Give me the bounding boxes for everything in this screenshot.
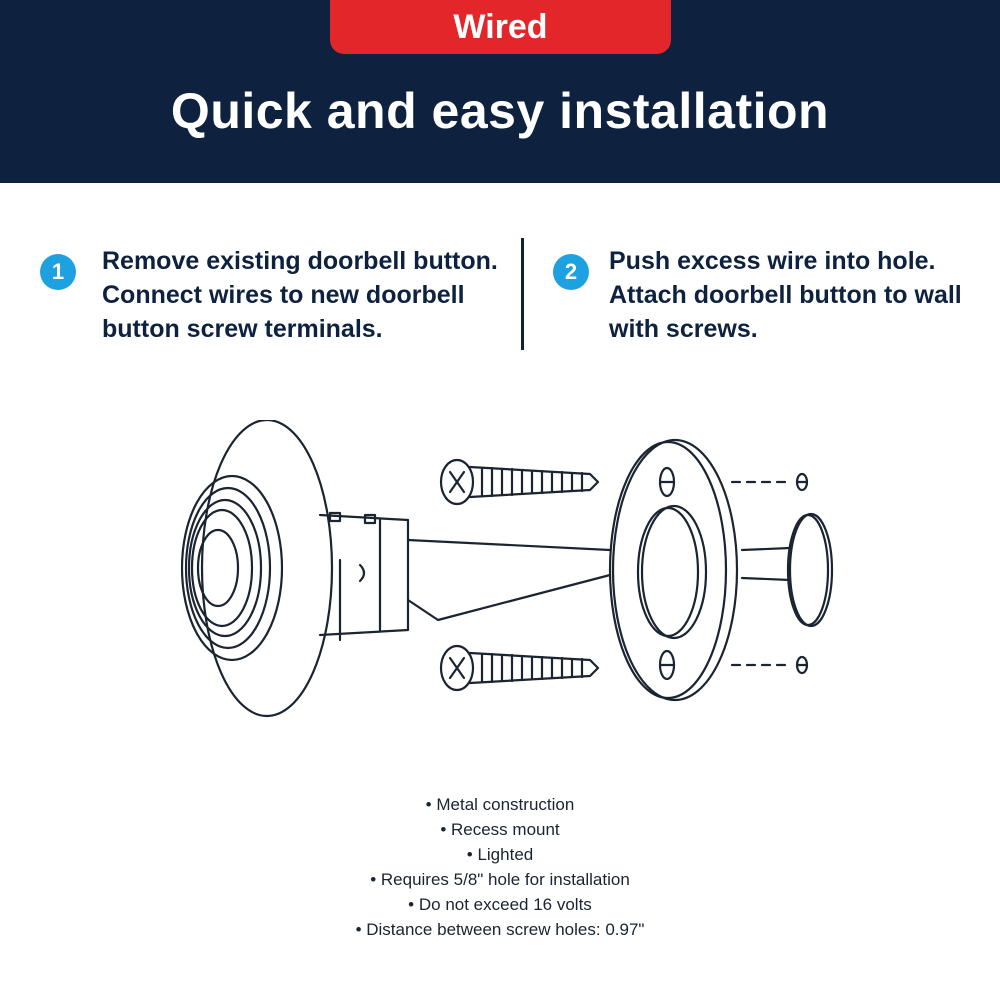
- wire-through-plate: [742, 548, 790, 550]
- step-2-text: Push excess wire into hole. Attach doorbell button to wall with screws.: [609, 247, 962, 343]
- spec-item: • Distance between screw holes: 0.97": [0, 917, 1000, 942]
- screw-illustration-bottom: [441, 646, 598, 690]
- step-2-number-badge: 2: [553, 254, 589, 290]
- wall-screw-hole-bottom: [797, 657, 807, 673]
- doorbell-button-illustration: [182, 420, 610, 716]
- spec-item: • Lighted: [0, 842, 1000, 867]
- spec-list: [0, 792, 1000, 942]
- step-divider: [521, 238, 524, 350]
- installation-diagram: [170, 420, 850, 720]
- step-1-number-badge: 1: [40, 254, 76, 290]
- spec-item: • Do not exceed 16 volts: [0, 892, 1000, 917]
- spec-item: • Requires 5/8" hole for installation: [0, 867, 1000, 892]
- header-banner: [0, 0, 1000, 183]
- step-1: [40, 244, 520, 346]
- step-2: [553, 244, 993, 346]
- screw-illustration-top: [441, 460, 598, 504]
- spec-item: • Recess mount: [0, 817, 1000, 842]
- mounting-plate-illustration: [610, 440, 737, 700]
- step-1-text: Remove existing doorbell button. Connect wires to new doorbell button screw terminals.: [102, 247, 498, 343]
- wall-hole-illustration: [788, 514, 832, 626]
- wall-screw-hole-top: [797, 474, 807, 490]
- wired-badge: Wired: [330, 0, 671, 54]
- page-title: Quick and easy installation: [170, 83, 830, 139]
- spec-item: • Metal construction: [0, 792, 1000, 817]
